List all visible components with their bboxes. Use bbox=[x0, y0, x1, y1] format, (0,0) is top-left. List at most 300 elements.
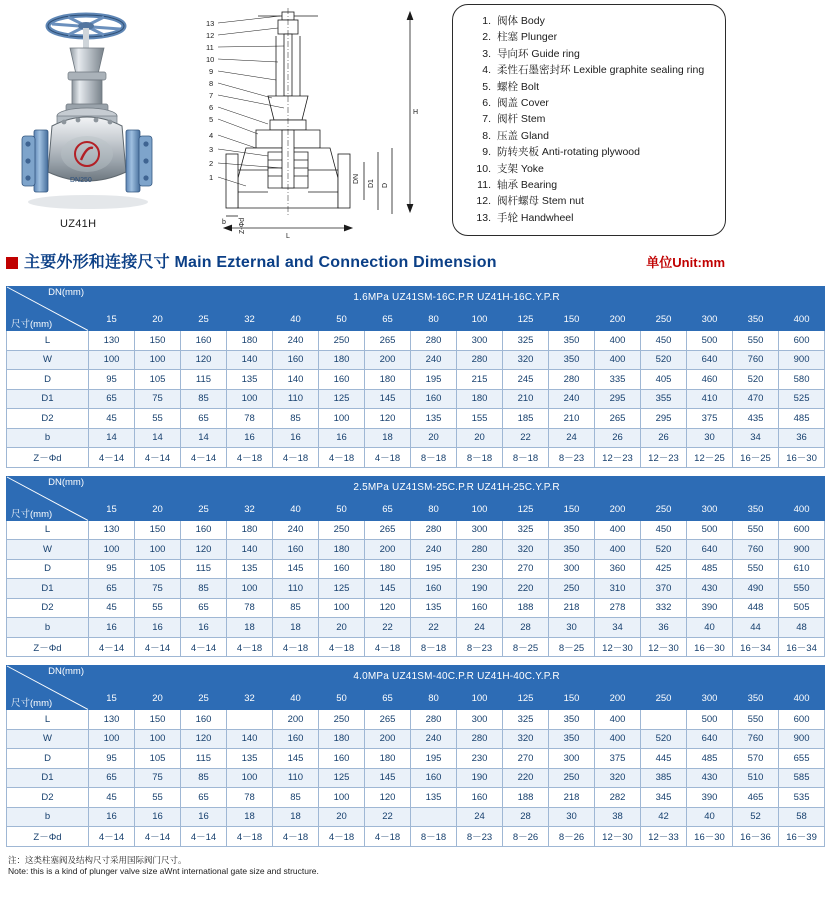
cell: 145 bbox=[365, 389, 411, 409]
legend-text: 阀盖 Cover bbox=[497, 97, 549, 110]
cell: 12－33 bbox=[641, 827, 687, 847]
cell: 450 bbox=[641, 331, 687, 351]
col-header: 125 bbox=[503, 309, 549, 331]
cell: 36 bbox=[641, 618, 687, 638]
legend-num: 13. bbox=[476, 211, 491, 224]
legend-num: 10. bbox=[476, 162, 491, 175]
table-row bbox=[7, 729, 825, 749]
cell: 610 bbox=[779, 559, 825, 579]
cell: 230 bbox=[457, 559, 503, 579]
cell: 520 bbox=[733, 370, 779, 390]
cell: 22 bbox=[365, 618, 411, 638]
cell: 900 bbox=[779, 350, 825, 370]
col-header: 300 bbox=[687, 309, 733, 331]
cell: 320 bbox=[503, 540, 549, 560]
cell: 160 bbox=[273, 729, 319, 749]
cell: 900 bbox=[779, 729, 825, 749]
row-label: D2 bbox=[7, 598, 89, 618]
cell: 135 bbox=[227, 559, 273, 579]
cell: 100 bbox=[135, 729, 181, 749]
cell: 525 bbox=[779, 389, 825, 409]
cell: 490 bbox=[733, 579, 779, 599]
cell: 95 bbox=[89, 749, 135, 769]
cell: 325 bbox=[503, 520, 549, 540]
cell: 180 bbox=[365, 370, 411, 390]
cell: 95 bbox=[89, 370, 135, 390]
cell: 350 bbox=[549, 540, 595, 560]
cell: 140 bbox=[273, 370, 319, 390]
list-item bbox=[467, 128, 715, 144]
dim-d1: D1 bbox=[368, 179, 375, 188]
cell: 16 bbox=[181, 618, 227, 638]
cell: 58 bbox=[779, 807, 825, 827]
svg-text:3: 3 bbox=[209, 145, 214, 154]
cell: 4－18 bbox=[319, 637, 365, 657]
cell: 145 bbox=[273, 559, 319, 579]
col-header: 65 bbox=[365, 309, 411, 331]
col-header: 400 bbox=[779, 498, 825, 520]
cell: 100 bbox=[319, 598, 365, 618]
col-header: 350 bbox=[733, 688, 779, 710]
cell: 335 bbox=[595, 370, 641, 390]
cell: 130 bbox=[89, 710, 135, 730]
corner-cell bbox=[7, 287, 89, 331]
table-row bbox=[7, 448, 825, 468]
valve-photo-svg bbox=[8, 4, 208, 240]
cell: 4－14 bbox=[89, 448, 135, 468]
row-label: L bbox=[7, 710, 89, 730]
cell: 16－30 bbox=[687, 827, 733, 847]
cell: 405 bbox=[641, 370, 687, 390]
cell: 40 bbox=[687, 618, 733, 638]
cell: 125 bbox=[319, 389, 365, 409]
cell: 200 bbox=[365, 540, 411, 560]
cell: 65 bbox=[89, 768, 135, 788]
page-title: 主要外形和连接尺寸 Main Ezternal and Connection Dimension bbox=[24, 254, 497, 271]
cell: 390 bbox=[687, 598, 733, 618]
col-header: 80 bbox=[411, 309, 457, 331]
cell: 218 bbox=[549, 598, 595, 618]
cell: 4－18 bbox=[319, 827, 365, 847]
svg-text:11: 11 bbox=[206, 43, 214, 52]
cell: 115 bbox=[181, 559, 227, 579]
cell: 4－18 bbox=[365, 827, 411, 847]
cell: 350 bbox=[549, 331, 595, 351]
cell: 160 bbox=[411, 579, 457, 599]
table-row bbox=[7, 788, 825, 808]
cell: 640 bbox=[687, 540, 733, 560]
cell: 105 bbox=[135, 749, 181, 769]
cell: 280 bbox=[411, 331, 457, 351]
cell: 125 bbox=[319, 768, 365, 788]
cell: 16 bbox=[273, 428, 319, 448]
table-row bbox=[7, 618, 825, 638]
cell: 120 bbox=[181, 350, 227, 370]
col-header: 150 bbox=[549, 688, 595, 710]
cell: 30 bbox=[687, 428, 733, 448]
cell: 22 bbox=[365, 807, 411, 827]
legend-text: 手轮 Handwheel bbox=[497, 211, 574, 224]
table-header-row bbox=[7, 287, 825, 309]
cell: 155 bbox=[457, 409, 503, 429]
cell: 16－30 bbox=[779, 448, 825, 468]
table-spec-label: 1.6MPa UZ41SM-16C.P.R UZ41H-16C.Y.P.R bbox=[89, 287, 825, 309]
cell: 52 bbox=[733, 807, 779, 827]
cell: 140 bbox=[227, 729, 273, 749]
cell: 400 bbox=[595, 710, 641, 730]
dim-h: H bbox=[413, 109, 419, 116]
cell: 150 bbox=[135, 520, 181, 540]
cell: 4－18 bbox=[227, 448, 273, 468]
valve-section-drawing bbox=[198, 2, 448, 240]
table-row bbox=[7, 749, 825, 769]
cell: 320 bbox=[503, 350, 549, 370]
col-header: 125 bbox=[503, 688, 549, 710]
cell: 320 bbox=[503, 729, 549, 749]
dim-l: L bbox=[286, 233, 290, 240]
col-header: 100 bbox=[457, 498, 503, 520]
cell: 12－30 bbox=[595, 637, 641, 657]
cell: 95 bbox=[89, 559, 135, 579]
legend-num: 4. bbox=[482, 64, 491, 77]
cell: 8－23 bbox=[457, 827, 503, 847]
table-row bbox=[7, 540, 825, 560]
cell: 460 bbox=[687, 370, 733, 390]
row-label: b bbox=[7, 807, 89, 827]
cell: 760 bbox=[733, 350, 779, 370]
cell: 580 bbox=[779, 370, 825, 390]
cell: 445 bbox=[641, 749, 687, 769]
corner-size-label: 尺寸(mm) bbox=[11, 698, 53, 709]
svg-text:5: 5 bbox=[209, 115, 214, 124]
col-header: 80 bbox=[411, 688, 457, 710]
cell: 355 bbox=[641, 389, 687, 409]
cell: 115 bbox=[181, 749, 227, 769]
cell: 180 bbox=[227, 331, 273, 351]
cell: 160 bbox=[181, 331, 227, 351]
cell: 135 bbox=[227, 749, 273, 769]
row-label: Z－Φd bbox=[7, 637, 89, 657]
cell: 350 bbox=[549, 729, 595, 749]
table-row bbox=[7, 389, 825, 409]
cell: 16－30 bbox=[687, 637, 733, 657]
cell: 350 bbox=[549, 350, 595, 370]
cell: 18 bbox=[227, 807, 273, 827]
cell: 470 bbox=[733, 389, 779, 409]
cell bbox=[227, 710, 273, 730]
cell: 4－14 bbox=[181, 827, 227, 847]
row-label: D bbox=[7, 370, 89, 390]
cell: 78 bbox=[227, 788, 273, 808]
cell: 282 bbox=[595, 788, 641, 808]
cell: 8－18 bbox=[411, 448, 457, 468]
corner-dn-label: DN(mm) bbox=[48, 666, 84, 677]
col-header: 250 bbox=[641, 498, 687, 520]
cell: 85 bbox=[181, 768, 227, 788]
cell: 4－14 bbox=[89, 827, 135, 847]
cell: 14 bbox=[135, 428, 181, 448]
table-row bbox=[7, 579, 825, 599]
col-header: 15 bbox=[89, 688, 135, 710]
list-item bbox=[467, 111, 715, 127]
cell: 20 bbox=[319, 807, 365, 827]
cell: 26 bbox=[595, 428, 641, 448]
row-label: D1 bbox=[7, 768, 89, 788]
cell: 44 bbox=[733, 618, 779, 638]
cell: 150 bbox=[135, 331, 181, 351]
col-header: 50 bbox=[319, 498, 365, 520]
cell: 65 bbox=[89, 389, 135, 409]
col-header: 25 bbox=[181, 688, 227, 710]
cell: 520 bbox=[641, 350, 687, 370]
cell: 85 bbox=[181, 579, 227, 599]
cell: 295 bbox=[641, 409, 687, 429]
cell: 350 bbox=[549, 520, 595, 540]
list-item bbox=[467, 210, 715, 226]
cell: 8－23 bbox=[549, 448, 595, 468]
cell: 320 bbox=[595, 768, 641, 788]
cell: 385 bbox=[641, 768, 687, 788]
cell: 20 bbox=[411, 428, 457, 448]
cell: 195 bbox=[411, 749, 457, 769]
table-column-header-row bbox=[7, 309, 825, 331]
cell: 120 bbox=[181, 540, 227, 560]
cell: 180 bbox=[365, 559, 411, 579]
cell: 300 bbox=[457, 520, 503, 540]
cell: 280 bbox=[457, 350, 503, 370]
legend-text: 柱塞 Plunger bbox=[497, 31, 558, 44]
cell: 16 bbox=[181, 807, 227, 827]
cell: 160 bbox=[457, 598, 503, 618]
cell: 180 bbox=[319, 729, 365, 749]
cell: 135 bbox=[411, 788, 457, 808]
cell: 250 bbox=[319, 710, 365, 730]
cell: 220 bbox=[503, 579, 549, 599]
cell: 655 bbox=[779, 749, 825, 769]
col-header: 25 bbox=[181, 309, 227, 331]
cell: 12－30 bbox=[641, 637, 687, 657]
row-label: D bbox=[7, 559, 89, 579]
cell: 180 bbox=[319, 350, 365, 370]
legend-text: 阀杆 Stem bbox=[497, 113, 546, 126]
table-header-row bbox=[7, 666, 825, 688]
row-label: Z－Φd bbox=[7, 448, 89, 468]
cell: 280 bbox=[457, 729, 503, 749]
col-header: 20 bbox=[135, 309, 181, 331]
cell: 55 bbox=[135, 598, 181, 618]
legend-num: 11. bbox=[477, 179, 491, 192]
cell: 250 bbox=[549, 768, 595, 788]
cell: 218 bbox=[549, 788, 595, 808]
cell: 140 bbox=[227, 350, 273, 370]
col-header: 350 bbox=[733, 309, 779, 331]
cell: 550 bbox=[733, 331, 779, 351]
legend-num: 7. bbox=[482, 113, 491, 126]
list-item bbox=[467, 29, 715, 45]
cell: 100 bbox=[89, 350, 135, 370]
col-header: 32 bbox=[227, 688, 273, 710]
cell: 160 bbox=[411, 768, 457, 788]
cell: 65 bbox=[89, 579, 135, 599]
legend-num: 3. bbox=[482, 47, 491, 60]
cell: 180 bbox=[319, 540, 365, 560]
cell: 120 bbox=[365, 409, 411, 429]
cell: 250 bbox=[319, 331, 365, 351]
col-header: 200 bbox=[595, 688, 641, 710]
cell: 550 bbox=[733, 710, 779, 730]
cell: 600 bbox=[779, 331, 825, 351]
table-row bbox=[7, 428, 825, 448]
cell: 600 bbox=[779, 520, 825, 540]
col-header: 40 bbox=[273, 688, 319, 710]
cell: 360 bbox=[595, 559, 641, 579]
legend-num: 12. bbox=[476, 195, 491, 208]
cell: 448 bbox=[733, 598, 779, 618]
svg-text:9: 9 bbox=[209, 67, 214, 76]
cell: 65 bbox=[181, 788, 227, 808]
legend-text: 阀体 Body bbox=[497, 15, 545, 27]
table-row bbox=[7, 637, 825, 657]
cell: 16 bbox=[319, 428, 365, 448]
cell: 75 bbox=[135, 768, 181, 788]
cell: 20 bbox=[319, 618, 365, 638]
table-row bbox=[7, 598, 825, 618]
cell: 115 bbox=[181, 370, 227, 390]
cell: 520 bbox=[641, 729, 687, 749]
cell: 16 bbox=[227, 428, 273, 448]
cell: 8－23 bbox=[457, 637, 503, 657]
cell: 240 bbox=[273, 520, 319, 540]
svg-text:12: 12 bbox=[206, 31, 215, 40]
svg-text:6: 6 bbox=[209, 103, 214, 112]
cell: 375 bbox=[687, 409, 733, 429]
cell: 8－18 bbox=[411, 637, 457, 657]
table-spec-label: 2.5MPa UZ41SM-25C.P.R UZ41H-25C.Y.P.R bbox=[89, 476, 825, 498]
cell: 200 bbox=[365, 350, 411, 370]
cell: 55 bbox=[135, 409, 181, 429]
cell: 430 bbox=[687, 579, 733, 599]
cell: 160 bbox=[181, 520, 227, 540]
legend-num: 5. bbox=[482, 80, 491, 93]
cell: 30 bbox=[549, 807, 595, 827]
cell: 505 bbox=[779, 598, 825, 618]
cell: 230 bbox=[457, 749, 503, 769]
cell: 34 bbox=[733, 428, 779, 448]
corner-cell bbox=[7, 476, 89, 520]
cell: 375 bbox=[595, 749, 641, 769]
cell: 485 bbox=[687, 559, 733, 579]
cell: 34 bbox=[595, 618, 641, 638]
table-row bbox=[7, 370, 825, 390]
cell: 24 bbox=[457, 618, 503, 638]
cell: 8－25 bbox=[503, 637, 549, 657]
list-item bbox=[467, 62, 715, 78]
cell: 160 bbox=[411, 389, 457, 409]
footer-note-cn: 注：这类柱塞阀及结构尺寸采用国际阀门尺寸。 bbox=[8, 854, 187, 865]
legend-text: 轴承 Bearing bbox=[497, 179, 558, 192]
col-header: 80 bbox=[411, 498, 457, 520]
legend-num: 8. bbox=[482, 129, 491, 142]
cell: 145 bbox=[273, 749, 319, 769]
cell: 4－14 bbox=[181, 637, 227, 657]
dimension-table-3-block bbox=[6, 665, 817, 847]
cell: 100 bbox=[227, 389, 273, 409]
col-header: 150 bbox=[549, 498, 595, 520]
cell: 130 bbox=[89, 331, 135, 351]
cell: 85 bbox=[273, 409, 319, 429]
cell: 12－25 bbox=[687, 448, 733, 468]
cell: 280 bbox=[549, 370, 595, 390]
list-item bbox=[467, 144, 715, 160]
corner-cell bbox=[7, 666, 89, 710]
cell: 180 bbox=[227, 520, 273, 540]
parts-legend-list bbox=[467, 13, 715, 226]
col-header: 150 bbox=[549, 309, 595, 331]
col-header: 25 bbox=[181, 498, 227, 520]
list-item bbox=[467, 161, 715, 177]
table-row bbox=[7, 559, 825, 579]
cell: 45 bbox=[89, 788, 135, 808]
legend-text: 防转夹板 Anti-rotating plywood bbox=[497, 146, 640, 159]
col-header: 100 bbox=[457, 309, 503, 331]
row-label: b bbox=[7, 618, 89, 638]
cell: 16－34 bbox=[779, 637, 825, 657]
svg-text:1: 1 bbox=[209, 173, 214, 182]
cell: 150 bbox=[135, 710, 181, 730]
table-column-header-row bbox=[7, 498, 825, 520]
valve-photo-caption: UZ41H bbox=[60, 218, 97, 230]
cell: 75 bbox=[135, 579, 181, 599]
col-header: 32 bbox=[227, 309, 273, 331]
cell: 640 bbox=[687, 729, 733, 749]
cell: 16－25 bbox=[733, 448, 779, 468]
cell: 160 bbox=[319, 749, 365, 769]
cell: 160 bbox=[181, 710, 227, 730]
cell: 900 bbox=[779, 540, 825, 560]
cell: 135 bbox=[227, 370, 273, 390]
cell: 535 bbox=[779, 788, 825, 808]
cell: 45 bbox=[89, 598, 135, 618]
col-header: 32 bbox=[227, 498, 273, 520]
cell: 180 bbox=[365, 749, 411, 769]
row-label: b bbox=[7, 428, 89, 448]
list-item bbox=[467, 46, 715, 62]
dimension-table-1 bbox=[6, 286, 825, 468]
cell: 240 bbox=[411, 729, 457, 749]
col-header: 200 bbox=[595, 498, 641, 520]
cell: 48 bbox=[779, 618, 825, 638]
legend-text: 螺栓 Bolt bbox=[497, 80, 540, 93]
cell: 240 bbox=[411, 540, 457, 560]
cell: 300 bbox=[457, 331, 503, 351]
cell: 85 bbox=[273, 598, 319, 618]
col-header: 400 bbox=[779, 688, 825, 710]
cell: 250 bbox=[549, 579, 595, 599]
cell: 85 bbox=[273, 788, 319, 808]
parts-legend bbox=[452, 4, 726, 236]
cell: 270 bbox=[503, 749, 549, 769]
cell: 640 bbox=[687, 350, 733, 370]
cell: 570 bbox=[733, 749, 779, 769]
cell: 160 bbox=[457, 788, 503, 808]
cell: 18 bbox=[273, 807, 319, 827]
cell: 110 bbox=[273, 768, 319, 788]
row-label: D1 bbox=[7, 389, 89, 409]
list-item bbox=[467, 193, 715, 209]
cell: 14 bbox=[181, 428, 227, 448]
row-label: W bbox=[7, 350, 89, 370]
cell: 24 bbox=[549, 428, 595, 448]
